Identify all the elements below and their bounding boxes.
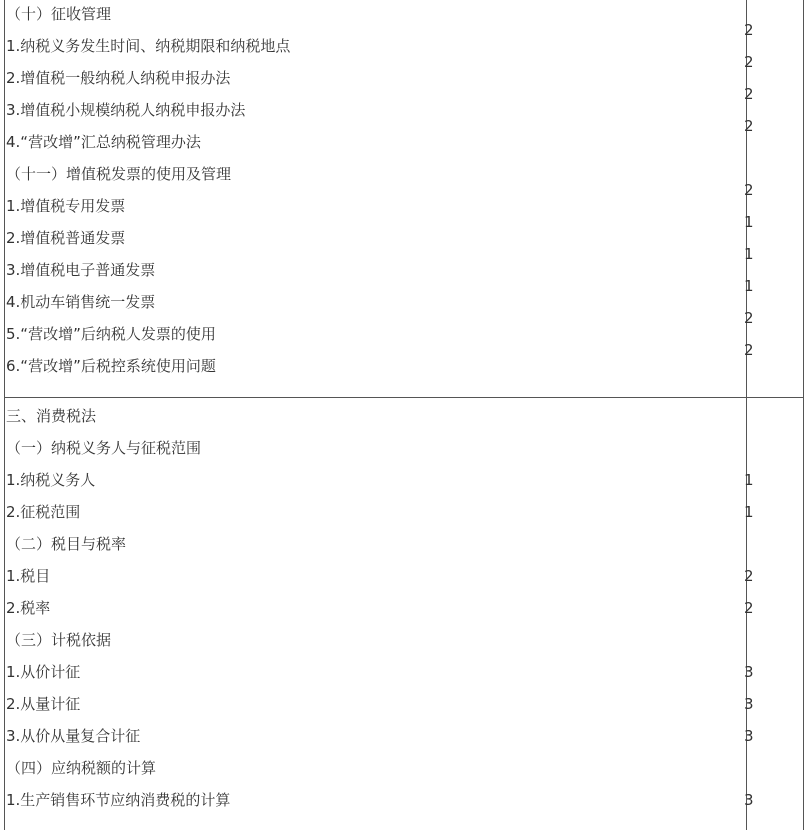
heading-taxpayers-scope: （一）纳税义务人与征税范围	[6, 439, 202, 457]
score-value: 2	[744, 21, 754, 39]
score-value: 2	[744, 309, 754, 327]
score-value: 1	[744, 213, 754, 231]
list-item: 4.“营改增”汇总纳税管理办法	[6, 133, 201, 151]
list-item: 2.征税范围	[6, 503, 81, 521]
syllabus-table	[4, 0, 804, 830]
list-item: 6.“营改增”后税控系统使用问题	[6, 357, 216, 375]
list-item: 5.“营改增”后纳税人发票的使用	[6, 325, 216, 343]
list-item: 2.税率	[6, 599, 51, 617]
heading-tax-items-rates: （二）税目与税率	[6, 535, 127, 553]
list-item: 1.纳税义务人	[6, 471, 96, 489]
list-item: 3.从价从量复合计征	[6, 727, 141, 745]
list-item: 4.机动车销售统一发票	[6, 293, 156, 311]
list-item: 2.增值税普通发票	[6, 229, 126, 247]
score-value: 2	[744, 599, 754, 617]
score-value: 3	[744, 791, 754, 809]
heading-tax-calculation: （四）应纳税额的计算	[6, 759, 157, 777]
score-value: 1	[744, 471, 754, 489]
score-value: 2	[744, 567, 754, 585]
list-item: 2.增值税一般纳税人纳税申报办法	[6, 69, 231, 87]
score-value: 1	[744, 503, 754, 521]
heading-consumption-tax: 三、消费税法	[6, 407, 97, 425]
score-value: 2	[744, 53, 754, 71]
list-item: 3.增值税电子普通发票	[6, 261, 156, 279]
heading-collection-management: （十）征收管理	[6, 5, 112, 23]
list-item: 1.从价计征	[6, 663, 81, 681]
list-item: 1.增值税专用发票	[6, 197, 126, 215]
score-value: 1	[744, 245, 754, 263]
score-value: 2	[744, 85, 754, 103]
score-value: 2	[744, 181, 754, 199]
score-value: 3	[744, 727, 754, 745]
score-value: 2	[744, 117, 754, 135]
list-item: 2.从量计征	[6, 695, 81, 713]
list-item: 1.税目	[6, 567, 51, 585]
score-value: 2	[744, 341, 754, 359]
list-item: 1.纳税义务发生时间、纳税期限和纳税地点	[6, 37, 291, 55]
score-value: 3	[744, 663, 754, 681]
list-item: 3.增值税小规模纳税人纳税申报办法	[6, 101, 246, 119]
score-value: 1	[744, 277, 754, 295]
list-item: 1.生产销售环节应纳消费税的计算	[6, 791, 231, 809]
score-value: 3	[744, 695, 754, 713]
heading-invoice-management: （十一）增值税发票的使用及管理	[6, 165, 232, 183]
heading-tax-basis: （三）计税依据	[6, 631, 112, 649]
section-divider	[5, 397, 803, 398]
